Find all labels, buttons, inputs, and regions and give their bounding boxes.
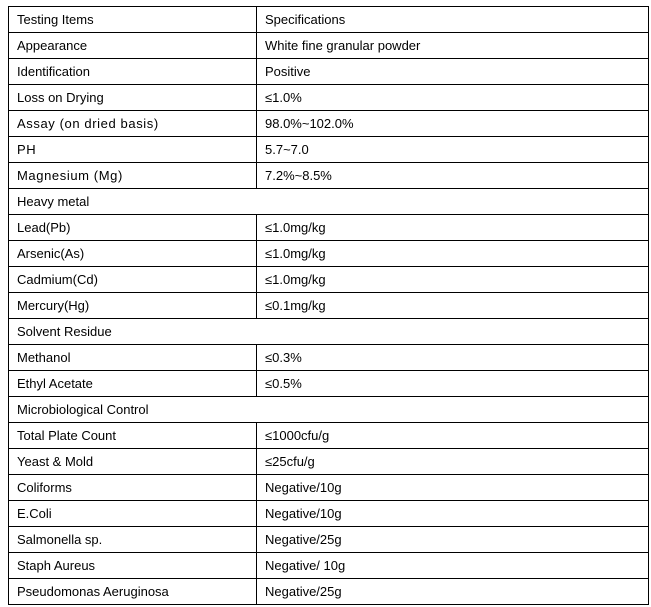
testing-item-cell: Appearance bbox=[9, 33, 257, 59]
testing-item-cell: Methanol bbox=[9, 345, 257, 371]
specification-cell: ≤1.0mg/kg bbox=[257, 267, 649, 293]
testing-item-cell: Yeast & Mold bbox=[9, 449, 257, 475]
specification-cell: 5.7~7.0 bbox=[257, 137, 649, 163]
table-row bbox=[9, 553, 649, 579]
testing-item-cell: Lead(Pb) bbox=[9, 215, 257, 241]
testing-item-cell: Cadmium(Cd) bbox=[9, 267, 257, 293]
section-title: Heavy metal bbox=[9, 189, 649, 215]
testing-item-cell: Loss on Drying bbox=[9, 85, 257, 111]
section-title: Solvent Residue bbox=[9, 319, 649, 345]
testing-item-cell: Total Plate Count bbox=[9, 423, 257, 449]
table-header-row bbox=[9, 7, 649, 33]
table-row bbox=[9, 449, 649, 475]
testing-item-cell: Staph Aureus bbox=[9, 553, 257, 579]
testing-item-cell: Coliforms bbox=[9, 475, 257, 501]
testing-item-cell: Magnesium (Mg) bbox=[9, 163, 257, 189]
table-row bbox=[9, 163, 649, 189]
testing-item-cell: Arsenic(As) bbox=[9, 241, 257, 267]
testing-item-cell: Mercury(Hg) bbox=[9, 293, 257, 319]
table-row bbox=[9, 59, 649, 85]
table-row bbox=[9, 33, 649, 59]
specification-cell: Negative/10g bbox=[257, 475, 649, 501]
header-specifications: Specifications bbox=[257, 7, 649, 33]
table-row bbox=[9, 267, 649, 293]
testing-item-cell: Identification bbox=[9, 59, 257, 85]
specification-cell: Negative/25g bbox=[257, 527, 649, 553]
section-row bbox=[9, 319, 649, 345]
specification-cell: ≤0.3% bbox=[257, 345, 649, 371]
header-testing-items: Testing Items bbox=[9, 7, 257, 33]
specification-cell: Negative/25g bbox=[257, 579, 649, 605]
testing-item-cell: Assay (on dried basis) bbox=[9, 111, 257, 137]
table-row bbox=[9, 111, 649, 137]
specification-cell: White fine granular powder bbox=[257, 33, 649, 59]
section-row bbox=[9, 189, 649, 215]
testing-item-cell: PH bbox=[9, 137, 257, 163]
specification-cell: ≤1.0mg/kg bbox=[257, 215, 649, 241]
table-row bbox=[9, 527, 649, 553]
specification-cell: 7.2%~8.5% bbox=[257, 163, 649, 189]
table-row bbox=[9, 293, 649, 319]
specification-cell: ≤1.0mg/kg bbox=[257, 241, 649, 267]
testing-item-cell: Ethyl Acetate bbox=[9, 371, 257, 397]
specification-cell: 98.0%~102.0% bbox=[257, 111, 649, 137]
table-row bbox=[9, 475, 649, 501]
section-title: Microbiological Control bbox=[9, 397, 649, 423]
table-row bbox=[9, 423, 649, 449]
table-row bbox=[9, 345, 649, 371]
testing-item-cell: Pseudomonas Aeruginosa bbox=[9, 579, 257, 605]
table-row bbox=[9, 371, 649, 397]
specification-cell: Negative/10g bbox=[257, 501, 649, 527]
testing-item-cell: E.Coli bbox=[9, 501, 257, 527]
specification-cell: ≤0.1mg/kg bbox=[257, 293, 649, 319]
table-row bbox=[9, 579, 649, 605]
specification-cell: ≤1.0% bbox=[257, 85, 649, 111]
table-row bbox=[9, 137, 649, 163]
section-row bbox=[9, 397, 649, 423]
table-row bbox=[9, 241, 649, 267]
table-row bbox=[9, 501, 649, 527]
table-row bbox=[9, 85, 649, 111]
testing-item-cell: Salmonella sp. bbox=[9, 527, 257, 553]
specification-table-body bbox=[9, 7, 649, 605]
specification-cell: ≤25cfu/g bbox=[257, 449, 649, 475]
table-row bbox=[9, 215, 649, 241]
specification-table bbox=[8, 6, 649, 605]
specification-cell: ≤1000cfu/g bbox=[257, 423, 649, 449]
specification-cell: ≤0.5% bbox=[257, 371, 649, 397]
specification-cell: Negative/ 10g bbox=[257, 553, 649, 579]
specification-cell: Positive bbox=[257, 59, 649, 85]
